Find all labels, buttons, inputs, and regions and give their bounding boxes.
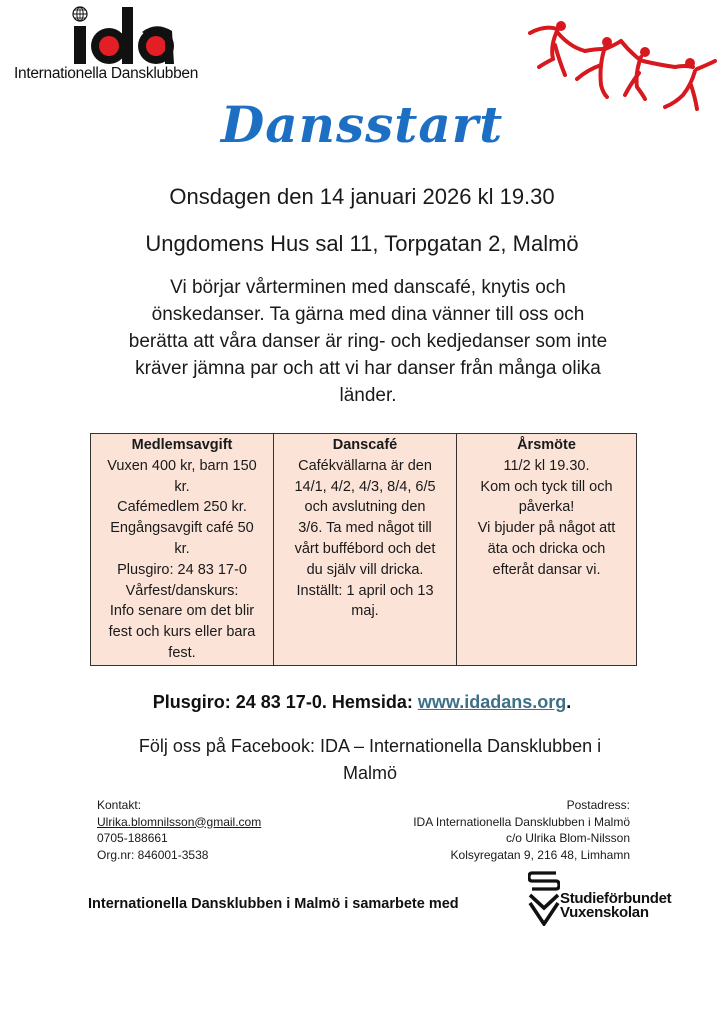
membership-heading: Medlemsavgift bbox=[131, 437, 233, 453]
membership-cell bbox=[91, 434, 274, 666]
ida-wordmark-icon bbox=[72, 5, 192, 67]
cell-line: äta och dricka och bbox=[487, 540, 606, 557]
cell-line: Plusgiro: 24 83 17-0 bbox=[117, 561, 247, 578]
postal-line: c/o Ulrika Blom-Nilsson bbox=[505, 831, 630, 845]
cell-line: efteråt dansar vi. bbox=[492, 561, 601, 578]
cell-line: vårt buffébord och det bbox=[294, 540, 436, 557]
postal-line: IDA Internationella Dansklubben i Malmö bbox=[413, 814, 630, 829]
cell-line: 11/2 kl 19.30. bbox=[503, 457, 590, 474]
contact-org-nr: Org.nr: 846001-3538 bbox=[97, 847, 209, 862]
cell-line: Engångsavgift café 50 bbox=[110, 520, 254, 537]
sv-mark-icon bbox=[528, 870, 560, 926]
cell-line: fest. bbox=[168, 644, 196, 661]
cell-line: Cafémedlem 250 kr. bbox=[117, 499, 247, 516]
postal-heading: Postadress: bbox=[566, 798, 630, 812]
plusgiro-label: Plusgiro: 24 83 17-0. Hemsida: bbox=[152, 692, 418, 712]
cell-line: fest och kurs eller bara bbox=[108, 624, 256, 641]
contact-email-link[interactable]: Ulrika.blomnilsson@gmail.com bbox=[97, 814, 262, 829]
partner-line-2: Vuxenskolan bbox=[560, 904, 649, 921]
danscafe-heading: Danscafé bbox=[332, 437, 398, 453]
logo-tagline: Internationella Dansklubben bbox=[14, 65, 199, 82]
cell-line: Cafékvällarna är den bbox=[298, 457, 432, 474]
cell-line: Vårfest/danskurs: bbox=[125, 582, 239, 599]
ida-logo bbox=[14, 5, 234, 85]
facebook-line-2: Malmö bbox=[342, 763, 397, 783]
facebook-line bbox=[80, 733, 660, 787]
cell-line: du själv vill dricka. bbox=[306, 561, 424, 578]
event-location: Ungdomens Hus sal 11, Torpgatan 2, Malmö bbox=[145, 231, 579, 256]
plusgiro-suffix: . bbox=[566, 692, 572, 712]
contact-heading: Kontakt: bbox=[97, 798, 142, 812]
intro-line: önskedanser. Ta gärna med dina vänner till oss och bbox=[151, 304, 585, 325]
website-link[interactable]: www.idadans.org bbox=[417, 692, 567, 712]
cell-line: kr. bbox=[174, 540, 190, 557]
cell-line: 3/6. Ta med något till bbox=[298, 520, 432, 537]
intro-line: Vi börjar vårterminen med danscafé, knytis och bbox=[170, 277, 566, 298]
studieforbundet-vuxenskolan-logo bbox=[528, 870, 708, 928]
postal-line: Kolsyregatan 9, 216 48, Limhamn bbox=[450, 847, 630, 862]
cell-line: Vuxen 400 kr, barn 150 bbox=[107, 457, 257, 474]
plusgiro-website-line bbox=[0, 692, 724, 713]
cell-line: och avslutning den bbox=[304, 499, 426, 516]
intro-line: länder. bbox=[339, 385, 397, 406]
annual-meeting-heading: Årsmöte bbox=[517, 437, 576, 453]
collaboration-text: Internationella Dansklubben i Malmö i samarbete med bbox=[88, 896, 459, 912]
annual-meeting-cell bbox=[457, 434, 637, 666]
cell-line: maj. bbox=[351, 603, 379, 620]
cell-line: påverka! bbox=[518, 499, 575, 516]
info-table bbox=[90, 433, 637, 666]
intro-line: berätta att våra danser är ring- och kedjedanser som inte bbox=[128, 331, 608, 352]
cell-line: Kom och tyck till och bbox=[480, 478, 613, 495]
intro-paragraph bbox=[98, 274, 638, 409]
partner-line-1: Studieförbundet bbox=[560, 890, 672, 907]
cell-line: Vi bjuder på något att bbox=[477, 520, 616, 537]
intro-line: kräver jämna par och att vi har danser från många olika bbox=[135, 358, 601, 379]
partner-name bbox=[560, 892, 671, 920]
danscafe-cell bbox=[274, 434, 457, 666]
cell-line: Inställt: 1 april och 13 bbox=[296, 582, 434, 599]
contact-block bbox=[97, 797, 261, 863]
postal-address-block bbox=[413, 797, 630, 863]
cell-line: Info senare om det blir bbox=[109, 603, 255, 620]
facebook-line-1: Följ oss på Facebook: IDA – Internationella Dansklubben i bbox=[138, 736, 602, 756]
globe-icon bbox=[73, 7, 87, 21]
event-date-time: Onsdagen den 14 januari 2026 kl 19.30 bbox=[169, 184, 555, 209]
cell-line: 14/1, 4/2, 4/3, 8/4, 6/5 bbox=[294, 478, 436, 495]
page-title: Dansstart bbox=[220, 95, 504, 154]
contact-phone: 0705-188661 bbox=[97, 831, 168, 845]
cell-line: kr. bbox=[174, 478, 190, 495]
